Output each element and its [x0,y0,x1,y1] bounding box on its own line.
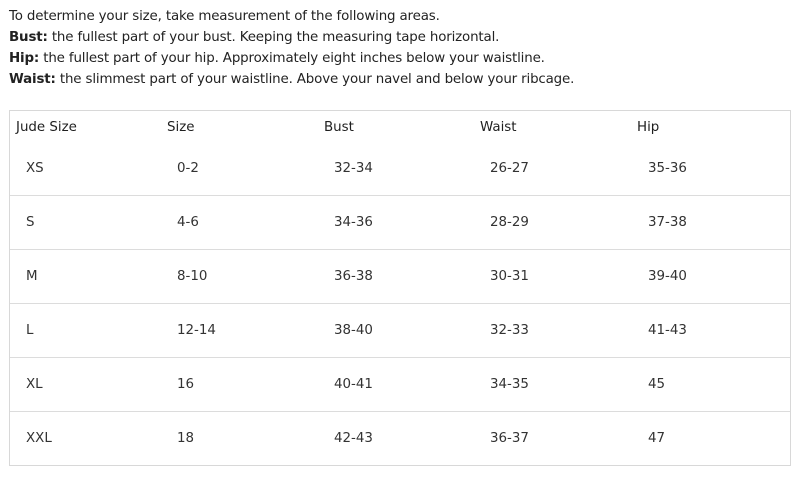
cell-hip: 47 [648,431,666,446]
cell-jude-size: XL [26,377,43,392]
cell-size: 12-14 [177,323,216,338]
table-row [10,303,790,357]
cell-hip: 41-43 [648,323,687,338]
hip-definition [9,48,799,69]
cell-waist: 32-33 [490,323,529,338]
cell-waist: 26-27 [490,161,529,176]
cell-jude-size: XS [26,161,44,176]
header-hip: Hip [637,120,660,135]
waist-text: the slimmest part of your waistline. Above your navel and below your ribcage. [55,72,575,87]
cell-waist: 28-29 [490,215,529,230]
cell-bust: 40-41 [334,377,373,392]
bust-text: the fullest part of your bust. Keeping the measuring tape horizontal. [47,30,500,45]
cell-bust: 32-34 [334,161,373,176]
cell-size: 4-6 [177,215,199,230]
waist-label: Waist: [9,72,56,87]
hip-text: the fullest part of your hip. Approximately eight inches below your waistline. [39,51,545,66]
cell-bust: 34-36 [334,215,373,230]
cell-size: 8-10 [177,269,208,284]
cell-jude-size: M [26,269,38,284]
table-row [10,195,790,249]
cell-waist: 34-35 [490,377,529,392]
cell-hip: 35-36 [648,161,687,176]
cell-jude-size: XXL [26,431,52,446]
bust-definition [9,27,799,48]
header-waist: Waist [480,120,517,135]
cell-bust: 38-40 [334,323,373,338]
cell-bust: 36-38 [334,269,373,284]
table-header-row [10,111,790,143]
waist-definition [9,69,799,90]
header-bust: Bust [324,120,354,135]
cell-size: 18 [177,431,195,446]
bust-label: Bust: [9,30,48,45]
size-chart-table [9,110,791,466]
table-row [10,143,790,195]
cell-hip: 45 [648,377,666,392]
header-size: Size [167,120,195,135]
cell-size: 0-2 [177,161,199,176]
cell-size: 16 [177,377,195,392]
cell-hip: 37-38 [648,215,687,230]
header-jude-size: Jude Size [16,120,77,135]
table-row [10,249,790,303]
intro-line: To determine your size, take measurement of the following areas. [9,9,440,24]
table-row [10,411,790,465]
hip-label: Hip: [9,51,40,66]
cell-bust: 42-43 [334,431,373,446]
table-row [10,357,790,411]
cell-hip: 39-40 [648,269,687,284]
cell-waist: 36-37 [490,431,529,446]
cell-jude-size: S [26,215,35,230]
size-guide-instructions [9,6,799,90]
cell-jude-size: L [26,323,34,338]
cell-waist: 30-31 [490,269,529,284]
